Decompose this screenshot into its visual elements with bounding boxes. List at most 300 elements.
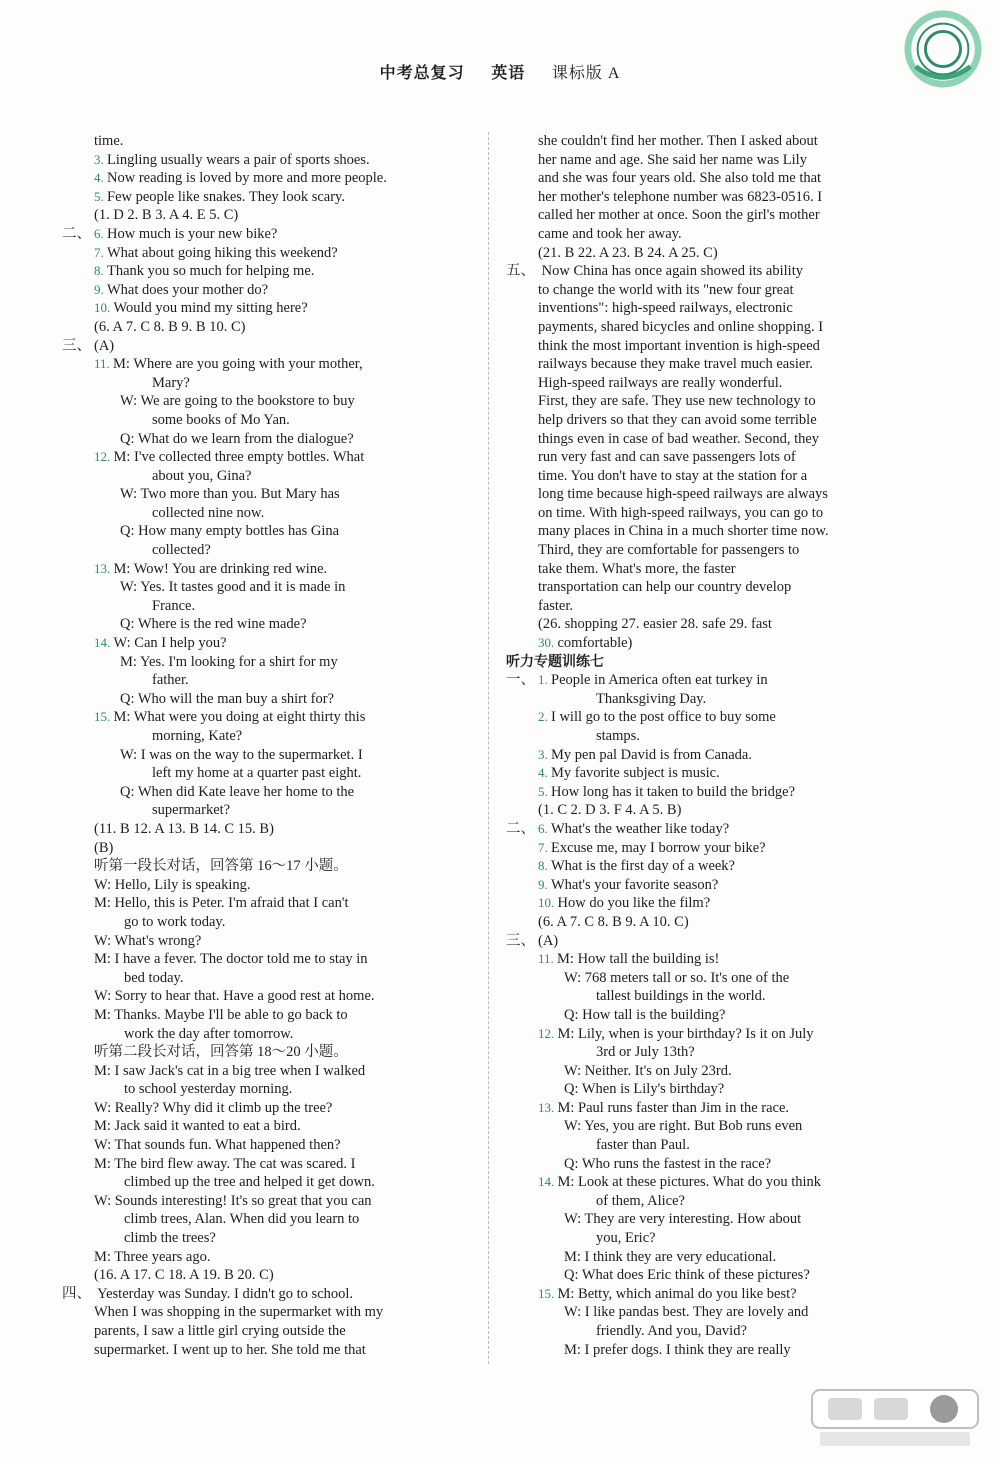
text-line (506, 392, 910, 411)
line-text: (A) (94, 337, 115, 354)
text-line (506, 1322, 910, 1341)
text-line (62, 653, 472, 672)
line-text: of them, Alice? (596, 1192, 685, 1209)
text-line (506, 206, 910, 225)
line-text: came and took her away. (538, 225, 682, 242)
question-number: 7. (538, 839, 551, 855)
text-line (506, 169, 910, 188)
line-text: What is the first day of a week? (551, 858, 735, 875)
line-text: W: Yes, you are right. But Bob runs even (564, 1118, 803, 1135)
line-text: stamps. (596, 728, 640, 744)
text-line (506, 1173, 910, 1192)
text-line (62, 1341, 472, 1360)
text-line (506, 560, 910, 579)
line-text: 听第二段长对话，回答第 18～20 小题。 (94, 1044, 348, 1061)
line-text: My favorite subject is music. (551, 765, 720, 782)
line-text: transportation can help our country develop (538, 579, 792, 596)
text-line (62, 355, 472, 374)
line-text: supermarket. I went up to her. She told me that (94, 1341, 366, 1358)
text-line (62, 151, 472, 170)
line-text: work the day after tomorrow. (124, 1025, 294, 1042)
text-line (62, 839, 472, 858)
line-text: friendly. And you, David? (596, 1323, 747, 1339)
text-line (506, 913, 910, 932)
line-text: W: I like pandas best. They are lovely and (564, 1304, 809, 1321)
text-line (506, 1099, 910, 1118)
line-text: W: Neither. It's on July 23rd. (564, 1062, 732, 1079)
text-line (62, 188, 472, 207)
text-line (62, 1303, 472, 1322)
text-line (62, 578, 472, 597)
line-text: My pen pal David is from Canada. (551, 746, 752, 763)
line-text: 听第一段长对话，回答第 16～17 小题。 (94, 858, 348, 875)
page-header (0, 60, 1000, 83)
line-text: her mother's telephone number was 6823-0516. I (538, 188, 823, 205)
text-line (62, 820, 472, 839)
line-text: I will go to the post office to buy some (551, 709, 776, 726)
line-text: to school yesterday morning. (124, 1081, 293, 1098)
text-line (506, 876, 910, 895)
line-text: Now China has once again showed its ability (538, 263, 803, 280)
text-line (506, 764, 910, 783)
text-line (62, 746, 472, 765)
line-text: (A) (538, 932, 559, 949)
line-text: W: 768 meters tall or so. It's one of the (564, 969, 790, 986)
text-line (62, 764, 472, 783)
question-number: 30. (538, 635, 558, 651)
line-text: inventions": high-speed railways, electronic (538, 300, 793, 317)
line-text: railways because they make travel much easier. (538, 356, 813, 373)
line-text: Q: When did Kate leave her home to the (120, 783, 355, 800)
line-text: W: We are going to the bookstore to buy (120, 393, 355, 410)
line-text: her name and age. She said her name was Lily (538, 151, 807, 168)
text-line (506, 1062, 910, 1081)
line-text: First, they are safe. They use new technology to (538, 393, 816, 410)
question-number: 15. (538, 1285, 558, 1301)
line-text: tallest buildings in the world. (596, 988, 766, 1005)
text-line (506, 708, 910, 727)
line-text: think the most important invention is high-speed (538, 337, 820, 354)
text-line (62, 1229, 472, 1248)
text-line (506, 1006, 910, 1025)
question-number: 4. (538, 765, 551, 781)
question-number: 5. (94, 188, 107, 204)
line-text: bed today. (124, 969, 184, 986)
text-line (506, 411, 910, 430)
line-text: father. (152, 672, 189, 689)
line-text: M: I prefer dogs. I think they are really (564, 1341, 791, 1358)
line-text: W: That sounds fun. What happened then? (94, 1137, 341, 1154)
text-line (62, 913, 472, 932)
line-text: When I was shopping in the supermarket with my (94, 1304, 384, 1321)
text-line (62, 485, 472, 504)
line-text: France. (152, 597, 196, 614)
line-text: run very fast and can save passengers lots of (538, 449, 796, 466)
line-text: help drivers so that they can avoid some terrible (538, 411, 817, 428)
text-line (506, 1210, 910, 1229)
line-text: Q: What does Eric think of these pictures? (564, 1267, 810, 1284)
line-text: Third, they are comfortable for passengers to (538, 542, 800, 559)
line-text: you, Eric? (596, 1230, 656, 1247)
line-text: W: What's wrong? (94, 932, 202, 949)
line-text: Mary? (152, 374, 190, 391)
line-text: Q: Who runs the fastest in the race? (564, 1155, 772, 1172)
text-line (506, 522, 910, 541)
text-line (506, 746, 910, 765)
text-line (62, 1210, 472, 1229)
line-text: and she was four years old. She also told me that (538, 170, 822, 187)
text-line (506, 318, 910, 337)
question-number: 4. (94, 170, 107, 186)
text-line (62, 560, 472, 579)
text-line (62, 244, 472, 263)
text-line (506, 225, 910, 244)
line-text: Q: How tall is the building? (564, 1006, 726, 1023)
text-line (506, 615, 910, 634)
text-line (62, 262, 472, 281)
line-text: W: Two more than you. But Mary has (120, 486, 340, 503)
question-number: 1. (538, 672, 551, 688)
text-line (506, 1025, 910, 1044)
text-line (62, 857, 472, 876)
section-label: 二、 (62, 225, 91, 242)
text-line (506, 1285, 910, 1304)
line-text: Q: How many empty bottles has Gina (120, 523, 340, 540)
line-text: Q: When is Lily's birthday? (564, 1081, 725, 1098)
line-text: morning, Kate? (152, 728, 243, 744)
question-number: 7. (94, 244, 107, 260)
question-number: 6. (538, 820, 551, 836)
line-text: W: Sounds interesting! It's so great that you can (94, 1192, 372, 1209)
text-line (506, 485, 910, 504)
line-text: long time because high-speed railways are always (538, 486, 828, 503)
line-text: People in America often eat turkey in (551, 672, 768, 689)
section-label: 一、 (506, 672, 535, 689)
line-text: Q: Where is the red wine made? (120, 616, 307, 633)
question-number: 9. (94, 281, 107, 297)
text-line (62, 1043, 472, 1062)
column-divider (488, 132, 489, 1364)
text-line (62, 1285, 472, 1304)
text-line (62, 337, 472, 356)
line-text: M: Wow! You are drinking red wine. (113, 560, 328, 577)
text-line (62, 467, 472, 486)
line-text: What about going hiking this weekend? (107, 244, 338, 261)
line-text: M: Three years ago. (94, 1248, 211, 1265)
line-text: M: What were you doing at eight thirty this (113, 709, 366, 726)
question-number: 13. (538, 1099, 558, 1115)
line-text: called her mother at once. Soon the girl's mother (538, 207, 820, 224)
text-line (506, 820, 910, 839)
section-label: 五、 (506, 263, 535, 280)
line-text: W: Really? Why did it climb up the tree? (94, 1099, 333, 1116)
text-line (62, 541, 472, 560)
text-line (506, 1303, 910, 1322)
text-line (62, 1080, 472, 1099)
text-line (506, 1136, 910, 1155)
line-text: (6. A 7. C 8. B 9. B 10. C) (94, 318, 246, 335)
text-line (62, 374, 472, 393)
line-text: Yesterday was Sunday. I didn't go to school. (94, 1285, 354, 1302)
line-text: M: How tall the building is! (557, 951, 720, 968)
line-text: to change the world with its "new four great (538, 281, 794, 298)
right-column (506, 132, 910, 1359)
question-number: 11. (94, 356, 114, 372)
text-line (506, 1192, 910, 1211)
edition-label: 课标版 A (551, 65, 621, 82)
text-line (506, 950, 910, 969)
question-number: 12. (94, 449, 114, 465)
line-text: left my home at a quarter past eight. (152, 765, 362, 782)
question-number: 14. (538, 1174, 558, 1190)
text-line (506, 987, 910, 1006)
text-line (506, 1248, 910, 1267)
text-line (62, 206, 472, 225)
line-text: (B) (94, 839, 114, 856)
line-text: go to work today. (124, 913, 226, 930)
text-line (506, 857, 910, 876)
line-text: Thanksgiving Day. (596, 690, 707, 707)
line-text: How much is your new bike? (107, 225, 278, 242)
text-line (506, 132, 910, 151)
line-text: some books of Mo Yan. (152, 411, 290, 428)
text-line (506, 504, 910, 523)
line-text: What does your mother do? (107, 281, 269, 298)
text-line (62, 950, 472, 969)
text-line (506, 801, 910, 820)
line-text: High-speed railways are really wonderful. (538, 374, 783, 391)
line-text: M: Paul runs faster than Jim in the race. (557, 1099, 790, 1116)
line-text: How long has it taken to build the bridge? (551, 783, 796, 800)
text-line (62, 1062, 472, 1081)
section-label: 三、 (506, 932, 535, 949)
question-number: 5. (538, 783, 551, 799)
text-line (62, 801, 472, 820)
line-text: M: The bird flew away. The cat was scared. I (94, 1155, 356, 1172)
text-line (62, 1192, 472, 1211)
text-line (62, 671, 472, 690)
line-text: faster. (538, 597, 574, 614)
text-line (506, 188, 910, 207)
question-number: 10. (94, 300, 114, 316)
text-line (62, 1155, 472, 1174)
line-text: W: I was on the way to the supermarket. I (120, 746, 363, 763)
line-text: collected? (152, 542, 211, 559)
text-line (506, 1266, 910, 1285)
book-title: 中考总复习 (379, 63, 465, 82)
line-text: M: Jack said it wanted to eat a bird. (94, 1118, 301, 1135)
line-text: time. You don't have to stay at the station for a (538, 467, 808, 484)
text-line (506, 1341, 910, 1360)
left-column (62, 132, 472, 1359)
text-line (506, 727, 910, 746)
text-line (506, 262, 910, 281)
line-text: (6. A 7. C 8. B 9. A 10. C) (538, 913, 689, 930)
text-line (62, 411, 472, 430)
text-line (62, 894, 472, 913)
line-text: M: Lily, when is your birthday? Is it on July (557, 1025, 814, 1042)
text-line (62, 634, 472, 653)
question-number: 12. (538, 1025, 558, 1041)
line-text: (16. A 17. C 18. A 19. B 20. C) (94, 1267, 274, 1284)
line-text: Q: What do we learn from the dialogue? (120, 430, 354, 447)
line-text: 3rd or July 13th? (596, 1044, 695, 1061)
line-text: M: Look at these pictures. What do you think (557, 1174, 822, 1191)
text-line (62, 225, 472, 244)
text-line (506, 839, 910, 858)
text-line (62, 969, 472, 988)
question-number: 14. (94, 635, 114, 651)
subject-label: 英语 (491, 63, 526, 82)
question-number: 13. (94, 560, 114, 576)
text-line (62, 448, 472, 467)
section-title: 听力专题训练七 (506, 653, 604, 670)
line-text: W: Hello, Lily is speaking. (94, 876, 251, 893)
text-line (62, 1117, 472, 1136)
line-text: M: Where are you going with your mother, (113, 356, 363, 373)
publisher-seal-logo (904, 10, 982, 88)
text-line (506, 597, 910, 616)
text-line (506, 448, 910, 467)
line-text: M: I have a fever. The doctor told me to stay in (94, 951, 368, 968)
question-number: 3. (94, 151, 107, 167)
question-number: 6. (94, 225, 107, 241)
text-line (506, 244, 910, 263)
text-line (62, 1136, 472, 1155)
text-line (62, 1025, 472, 1044)
line-text: Now reading is loved by more and more people. (107, 170, 387, 187)
line-text: M: Hello, this is Peter. I'm afraid that I can't (94, 895, 349, 912)
section-label: 四、 (62, 1285, 91, 1302)
text-line (506, 430, 910, 449)
text-line (62, 727, 472, 746)
text-line (506, 355, 910, 374)
text-line (62, 708, 472, 727)
line-text: climb the trees? (124, 1230, 216, 1247)
text-line (62, 430, 472, 449)
line-text: Lingling usually wears a pair of sports shoes. (107, 151, 370, 168)
text-line (506, 671, 910, 690)
text-line (62, 1248, 472, 1267)
line-text: Q: Who will the man buy a shirt for? (120, 690, 334, 707)
line-text: What's your favorite season? (551, 876, 719, 893)
text-line (62, 522, 472, 541)
text-line (62, 987, 472, 1006)
line-text: parents, I saw a little girl crying outside the (94, 1323, 346, 1339)
line-text: payments, shared bicycles and online shopping. I (538, 318, 824, 335)
question-number: 8. (94, 263, 107, 279)
text-line (506, 337, 910, 356)
text-line (506, 541, 910, 560)
text-line (506, 634, 910, 653)
line-text: (1. C 2. D 3. F 4. A 5. B) (538, 802, 682, 819)
line-text: W: Sorry to hear that. Have a good rest at home. (94, 988, 375, 1005)
text-line (506, 281, 910, 300)
line-text: Would you mind my sitting here? (113, 300, 308, 317)
question-number: 11. (538, 951, 558, 967)
text-line (62, 1099, 472, 1118)
line-text: (26. shopping 27. easier 28. safe 29. fast (538, 616, 772, 633)
text-line (62, 132, 472, 151)
text-line (62, 615, 472, 634)
text-line (62, 299, 472, 318)
text-line (62, 932, 472, 951)
text-line (62, 783, 472, 802)
text-line (62, 876, 472, 895)
line-text: climb trees, Alan. When did you learn to (124, 1211, 360, 1228)
line-text: What's the weather like today? (551, 820, 730, 837)
answer-site-watermark-logo (810, 1388, 980, 1450)
line-text: time. (94, 133, 124, 149)
line-text: climbed up the tree and helped it get down. (124, 1174, 375, 1191)
line-text: M: Betty, which animal do you like best? (557, 1285, 797, 1302)
line-text: W: Yes. It tastes good and it is made in (120, 579, 346, 596)
line-text: Excuse me, may I borrow your bike? (551, 839, 766, 856)
line-text: M: I've collected three empty bottles. What (113, 449, 365, 466)
text-line (506, 969, 910, 988)
text-line (506, 578, 910, 597)
section-label: 三、 (62, 337, 91, 354)
line-text: M: I think they are very educational. (564, 1248, 777, 1265)
text-line (62, 1266, 472, 1285)
text-line (506, 374, 910, 393)
line-text: comfortable) (557, 635, 633, 652)
text-line (62, 504, 472, 523)
text-line (62, 690, 472, 709)
text-line (62, 169, 472, 188)
line-text: W: Can I help you? (113, 635, 227, 652)
section-label: 二、 (506, 820, 535, 837)
text-line (62, 392, 472, 411)
line-text: things even in case of bad weather. Second, they (538, 430, 820, 447)
question-number: 9. (538, 876, 551, 892)
line-text: (11. B 12. A 13. B 14. C 15. B) (94, 820, 274, 837)
line-text: take them. What's more, the faster (538, 560, 736, 577)
text-line (62, 281, 472, 300)
line-text: Thank you so much for helping me. (107, 263, 315, 280)
text-line (62, 1322, 472, 1341)
text-line (506, 932, 910, 951)
line-text: she couldn't find her mother. Then I asked about (538, 133, 818, 149)
line-text: faster than Paul. (596, 1137, 690, 1154)
text-line (506, 1080, 910, 1099)
text-line (62, 597, 472, 616)
line-text: M: Yes. I'm looking for a shirt for my (120, 653, 338, 670)
text-line (506, 1043, 910, 1062)
text-line (62, 1006, 472, 1025)
line-text: many places in China in a much shorter time now. (538, 523, 829, 540)
text-line (506, 783, 910, 802)
line-text: M: I saw Jack's cat in a big tree when I walked (94, 1062, 366, 1079)
text-line (506, 299, 910, 318)
text-line (506, 1155, 910, 1174)
line-text: M: Thanks. Maybe I'll be able to go back to (94, 1006, 348, 1023)
line-text: How do you like the film? (557, 895, 711, 912)
text-line (506, 894, 910, 913)
text-line (62, 318, 472, 337)
line-text: Few people like snakes. They look scary. (107, 188, 345, 205)
line-text: W: They are very interesting. How about (564, 1211, 802, 1228)
line-text: collected nine now. (152, 504, 265, 521)
text-line (62, 1173, 472, 1192)
text-line (506, 690, 910, 709)
question-number: 2. (538, 709, 551, 725)
text-line (506, 1117, 910, 1136)
line-text: on time. With high-speed railways, you can go to (538, 504, 824, 521)
line-text: about you, Gina? (152, 467, 252, 484)
text-line (506, 467, 910, 486)
text-line (506, 151, 910, 170)
